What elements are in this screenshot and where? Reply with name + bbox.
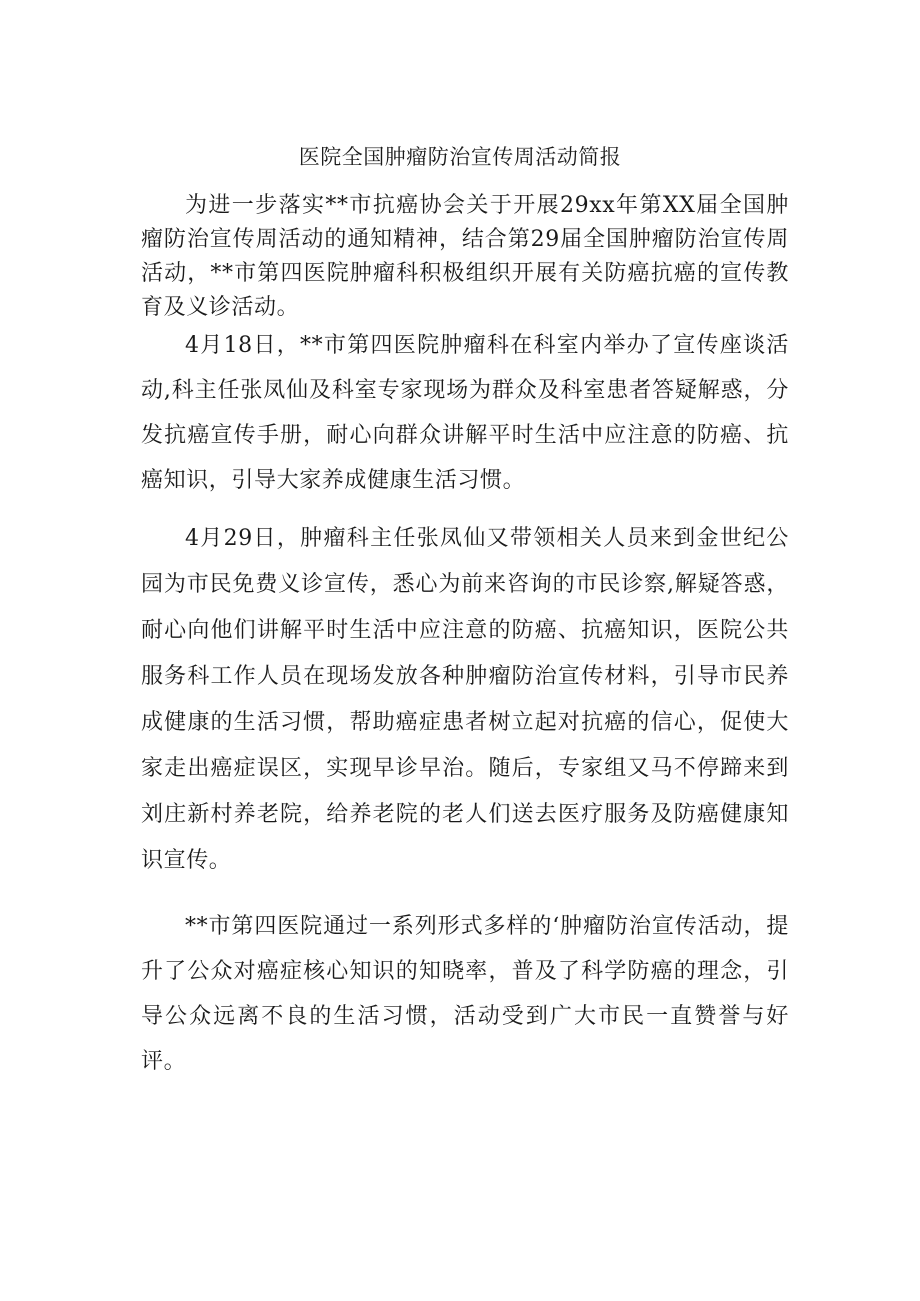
paragraph-april-29: 4月29日，肿瘤科主任张凤仙又带领相关人员来到金世纪公园为市民免费义诊宣传，悉心为前来咨询的市民诊察,解疑答惑，耐心向他们讲解平时生活中应注意的防癌、抗癌知识，医院公共服务科工作人员在现场发放各种肿瘤防治宣传材料，引导市民养成健康的生活习惯，帮助癌症患者树立起对抗癌的信心，促使大家走出癌症误区，实现早诊早治。随后，专家组又马不停蹄来到刘庄新村养老院，给养老院的老人们送去医疗服务及防癌健康知识宣传。 <box>141 526 789 873</box>
paragraph-intro: 为进一步落实**市抗癌协会关于开展29xx年第XX届全国肿瘤防治宣传周活动的通知精神，结合第29届全国肿瘤防治宣传周活动，**市第四医院肿瘤科积极组织开展有关防癌抗癌的宣传教育及义诊活动。 <box>141 193 789 320</box>
paragraph-summary: **市第四医院通过一系列形式多样的‘肿瘤防治宣传活动，提升了公众对癌症核心知识的知晓率，普及了科学防癌的理念，引导公众远离不良的生活习惯，活动受到广大市民一直赞誉与好评。 <box>141 914 789 1074</box>
document-title: 医院全国肿瘤防治宣传周活动简报 <box>298 145 622 169</box>
paragraph-april-18: 4月18日，**市第四医院肿瘤科在科室内举办了宣传座谈活动,科主任张凤仙及科室专家现场为群众及科室患者答疑解惑，分发抗癌宣传手册，耐心向群众讲解平时生活中应注意的防癌、抗癌知识，引导大家养成健康生活习惯。 <box>141 333 789 493</box>
